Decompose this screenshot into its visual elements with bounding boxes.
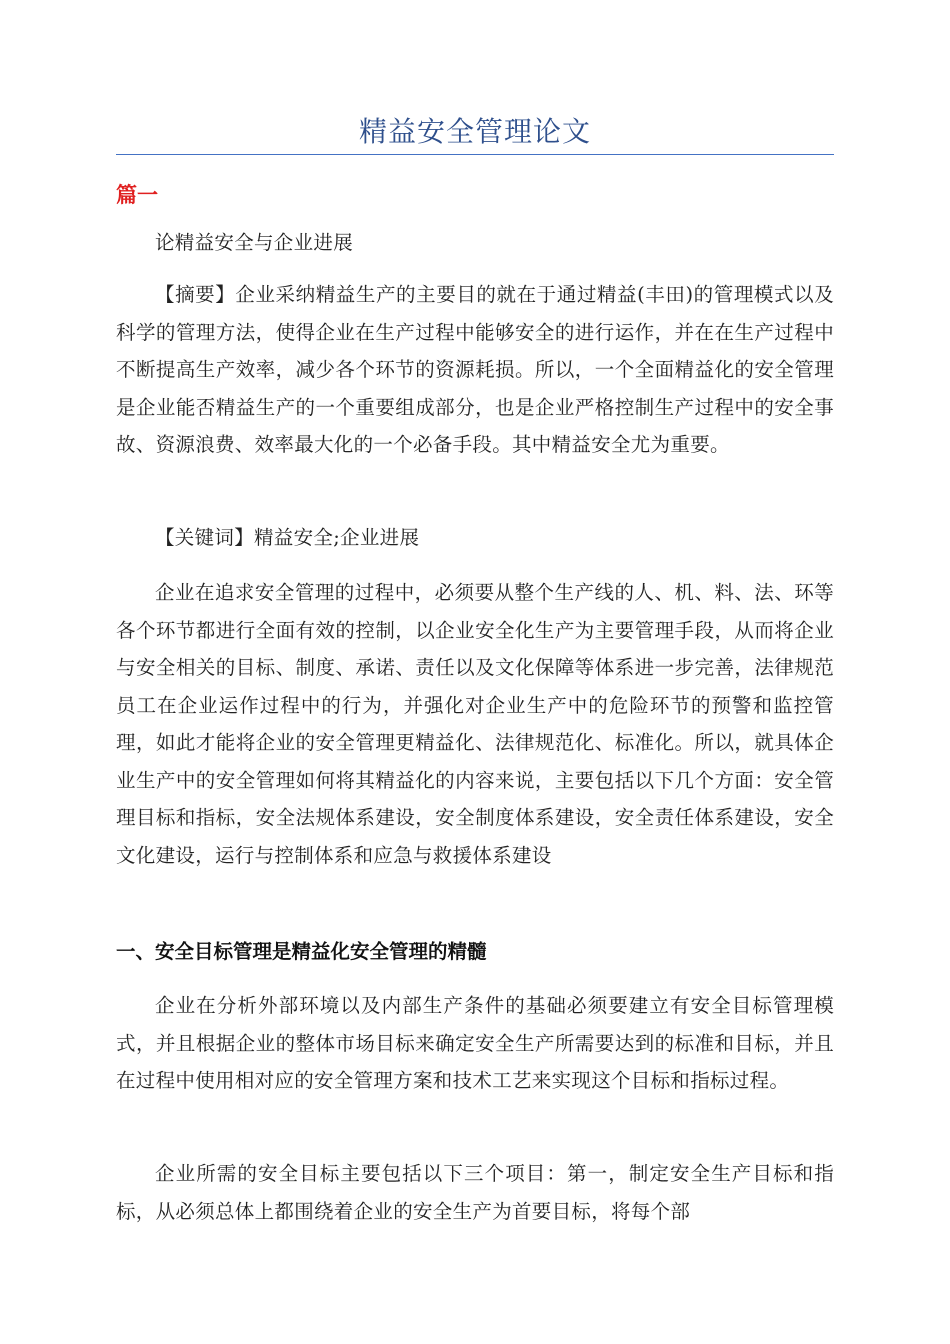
section-heading: 一、安全目标管理是精益化安全管理的精髓 — [116, 940, 487, 963]
keywords-paragraph: 【关键词】精益安全;企业进展 — [155, 526, 420, 549]
intro-paragraph: 企业在追求安全管理的过程中，必须要从整个生产线的人、机、料、法、环等各个环节都进行全面有效的控制，以企业安全化生产为主要管理手段，从而将企业与安全相关的目标、制度、承诺、责任以及文化保障等体系进一步完善，法律规范员工在企业运作过程中的行为，并强化对企业生产中的危险环节的预警和监控管理，如此才能将企业的安全管理更精益化、法律规范化、标准化。所以，就具体企业生产中的安全管理如何将其精益化的内容来说，主要包括以下几个方面：安全管理目标和指标，安全法规体系建设，安全制度体系建设，安全责任体系建设，安全文化建设，运行与控制体系和应急与救援体系建设 — [116, 581, 834, 867]
section-label: 篇一 — [116, 183, 158, 207]
subtitle-paragraph: 论精益安全与企业进展 — [155, 231, 354, 254]
title-underline — [116, 154, 834, 155]
document-title: 精益安全管理论文 — [358, 115, 591, 148]
abstract-paragraph: 【摘要】企业采纳精益生产的主要目的就在于通过精益(丰田)的管理模式以及科学的管理方法，使得企业在生产过程中能够安全的进行运作，并在在生产过程中不断提高生产效率，减少各个环节的资源耗损。所以，一个全面精益化的安全管理是企业能否精益生产的一个重要组成部分，也是企业严格控制生产过程中的安全事故、资源浪费、效率最大化的一个必备手段。其中精益安全尤为重要。 — [116, 283, 834, 456]
body-paragraph-2: 企业所需的安全目标主要包括以下三个项目：第一，制定安全生产目标和指标，从必须总体上都围绕着企业的安全生产为首要目标，将每个部 — [116, 1162, 834, 1223]
body-paragraph-1: 企业在分析外部环境以及内部生产条件的基础必须要建立有安全目标管理模式，并且根据企业的整体市场目标来确定安全生产所需要达到的标准和目标，并且在过程中使用相对应的安全管理方案和技术工艺来实现这个目标和指标过程。 — [116, 994, 834, 1092]
